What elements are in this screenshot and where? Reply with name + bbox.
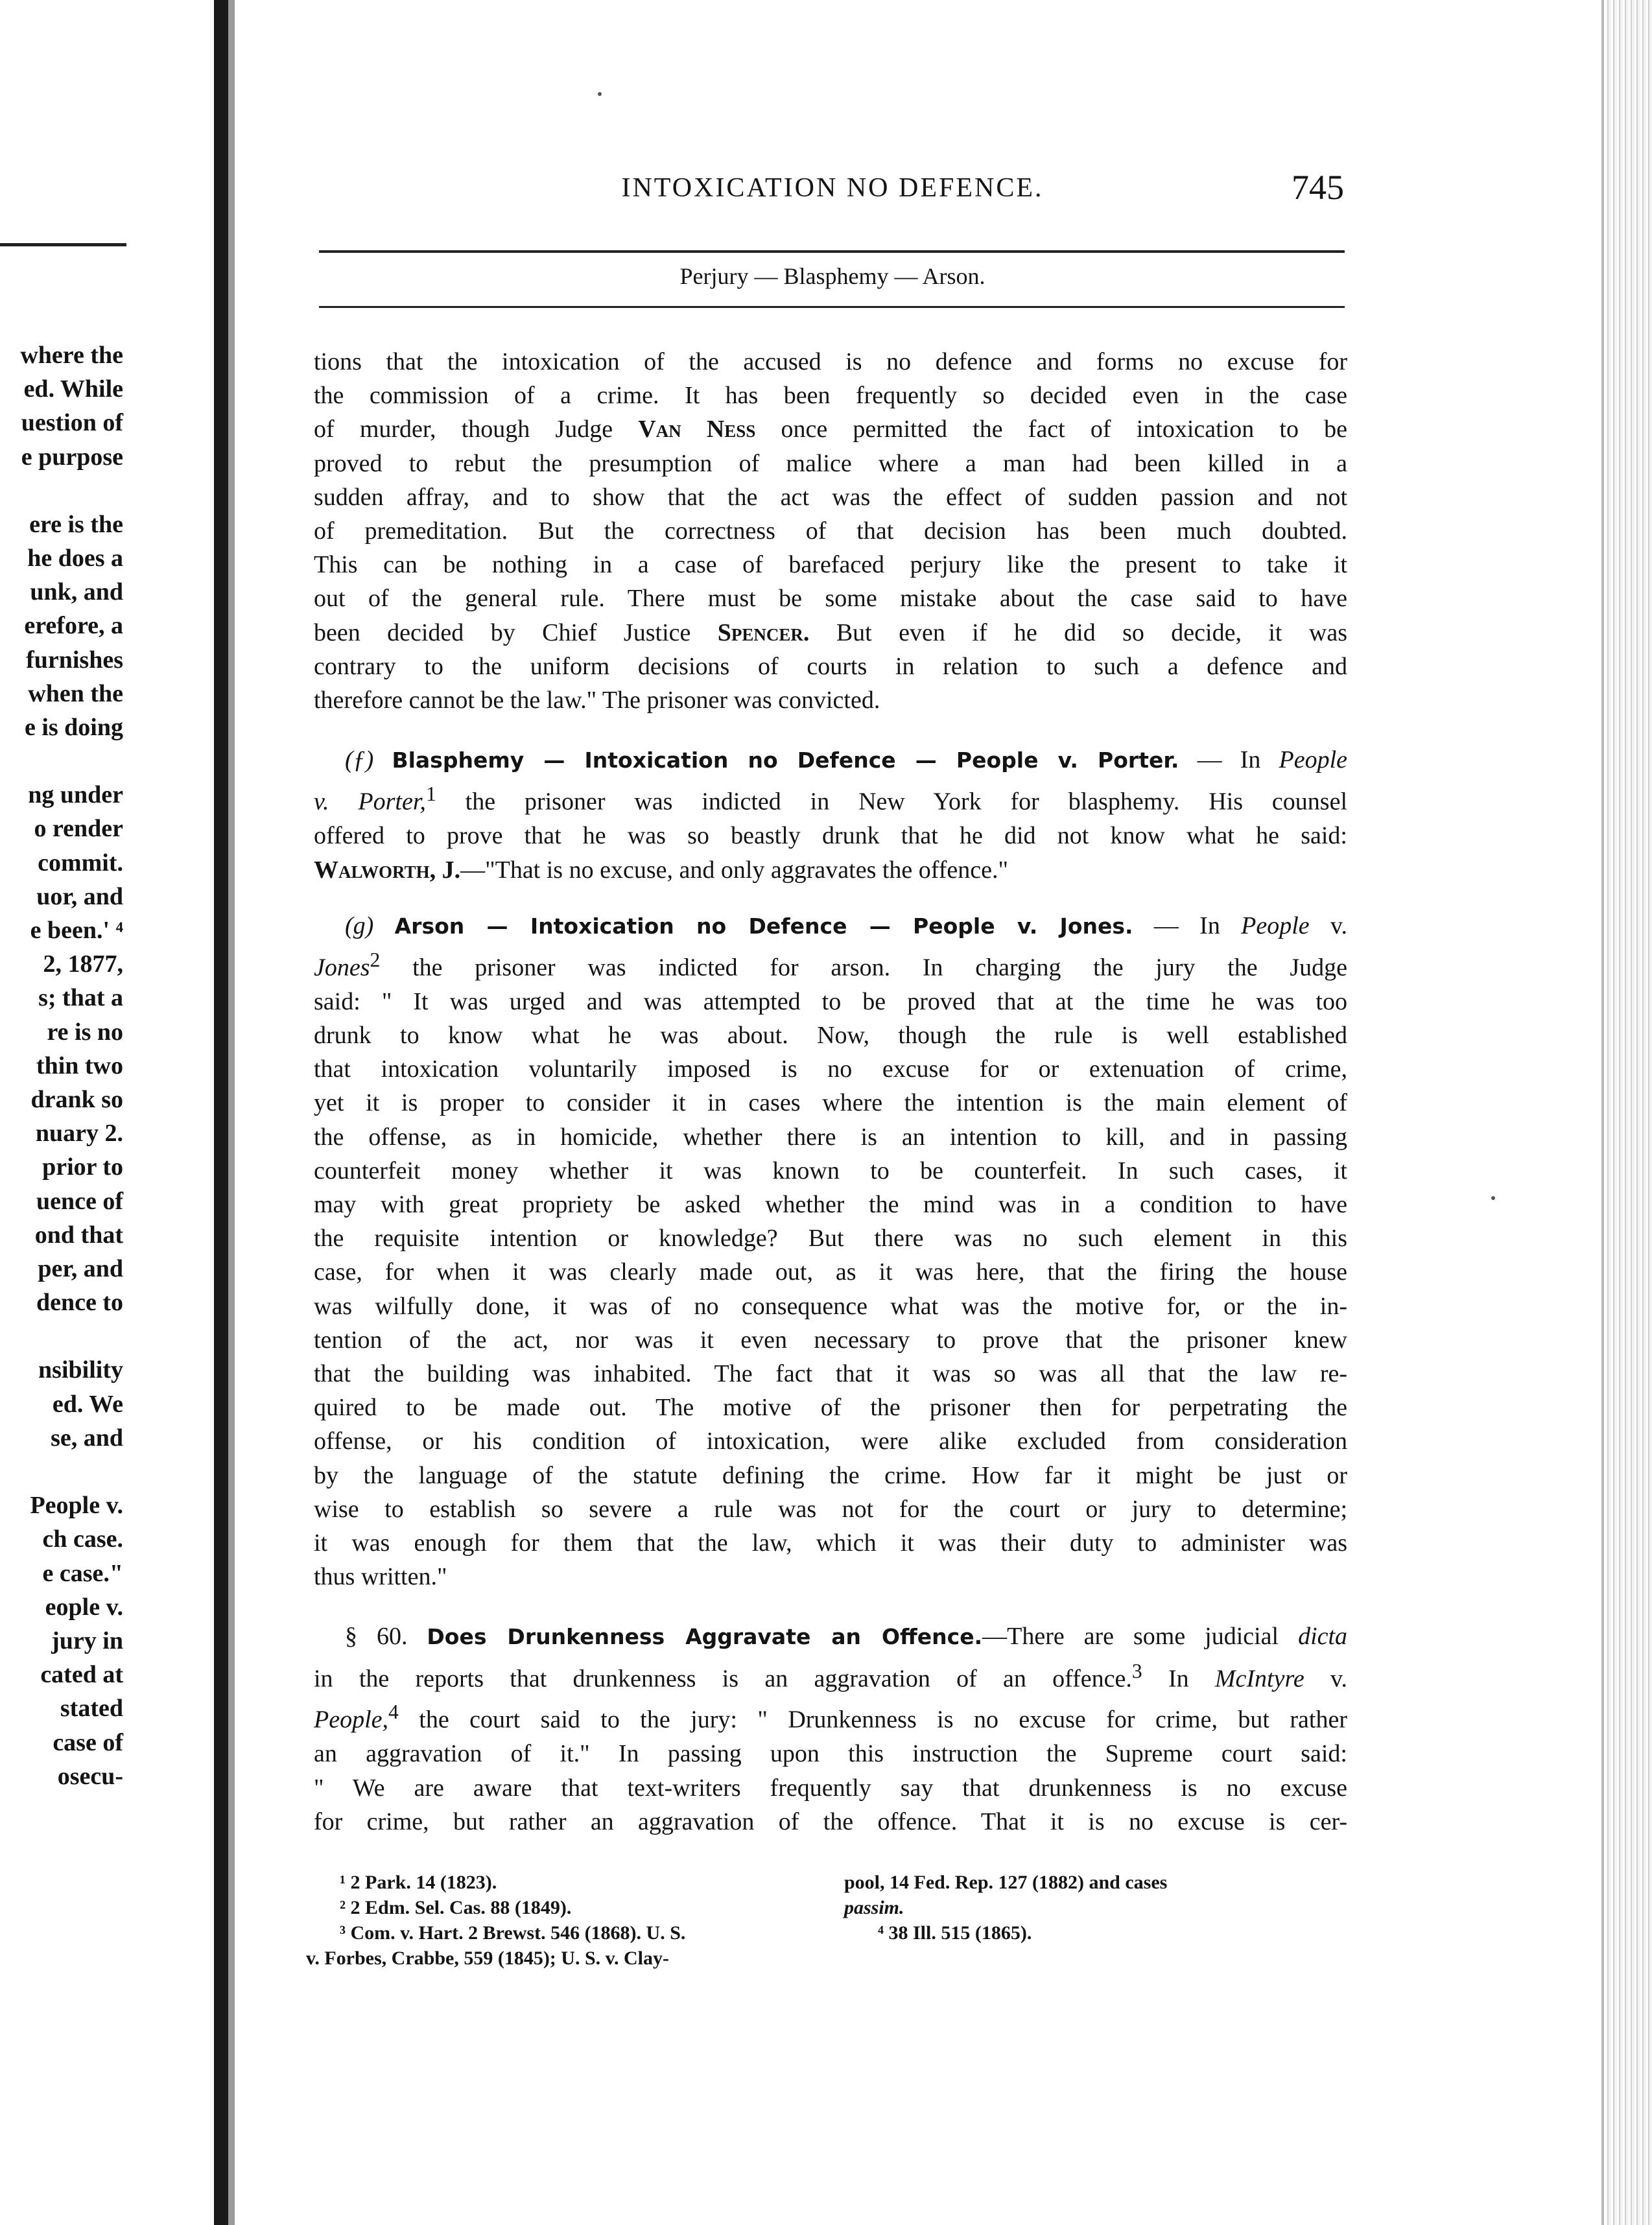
- text-line: yet it is proper to consider it in cases where the intention is the main element of: [314, 1089, 1347, 1117]
- left-fragment-line: drank so: [30, 1086, 123, 1114]
- text-line: proved to rebut the presumption of malice where a man had been killed in a: [314, 449, 1347, 477]
- text-line: that the building was inhabited. The fact that it was so was all that the law re-: [314, 1360, 1347, 1387]
- left-fragment-line: nuary 2.: [35, 1120, 123, 1148]
- left-fragment-line: furnishes: [26, 646, 123, 674]
- left-fragment-line: ch case.: [42, 1525, 123, 1553]
- text-line: offense, or his condition of intoxication, were alike excluded from consideration: [314, 1428, 1347, 1455]
- text-run: the prisoner was indicted in New York for blasphemy. His counsel: [465, 788, 1348, 816]
- text-line: [314, 616, 1347, 650]
- left-fragment-line: case of: [53, 1728, 123, 1756]
- case-name: McIntyre: [1214, 1665, 1304, 1693]
- page-edge-line: [1601, 0, 1604, 2225]
- text-run: once permitted the fact of intoxication to be: [781, 416, 1347, 443]
- text-line: quired to be made out. The motive of the prisoner then for perpetrating the: [314, 1394, 1347, 1422]
- header-rule: [319, 250, 1345, 253]
- footnote: ¹ 2 Park. 14 (1823).: [340, 1872, 497, 1893]
- judge-name: Spencer.: [717, 618, 810, 646]
- left-fragment-line: e purpose: [21, 443, 123, 471]
- text-line: [314, 909, 1347, 943]
- text-line: offered to prove that he was so beastly drunk that he did not know what he said:: [314, 822, 1347, 850]
- text-run: —There are some judicial: [982, 1623, 1279, 1651]
- footnotes-column-left: [306, 1870, 804, 1971]
- left-fragment-line: ed. We: [52, 1390, 123, 1418]
- left-fragment-line: stated: [60, 1695, 123, 1723]
- text-line: contrary to the uniform decisions of courts in relation to such a defence and: [314, 652, 1347, 680]
- text-line: for crime, but rather an aggravation of the offence. That it is no excuse is cer-: [314, 1807, 1347, 1835]
- text-line: case, for when it was clearly made out, as it was here, that the firing the house: [314, 1258, 1347, 1286]
- text-run: v.: [1330, 1665, 1348, 1693]
- left-fragment-line: 2, 1877,: [43, 950, 123, 978]
- case-name: People,: [314, 1706, 389, 1734]
- left-page-rule: [0, 243, 126, 246]
- text-line: tention of the act, nor was it even necessary to prove that the prisoner knew: [314, 1326, 1347, 1354]
- left-fragment-line: erefore, a: [24, 612, 123, 640]
- subhead-rule: [319, 306, 1345, 308]
- text-run: — In: [1153, 912, 1220, 939]
- left-page-fragment: [20, 338, 123, 1793]
- subsection-label: (g): [345, 912, 374, 939]
- case-name: People: [1279, 746, 1348, 774]
- text-line: by the language of the statute defining the crime. How far it might be just or: [314, 1461, 1347, 1489]
- case-name: v. Porter,: [314, 788, 426, 816]
- left-fragment-line: o render: [34, 815, 123, 843]
- judge-name: Walworth, J.: [314, 856, 461, 884]
- footnote-ref: 2: [370, 948, 381, 971]
- footnote: ² 2 Edm. Sel. Cas. 88 (1849).: [340, 1897, 572, 1918]
- text-line: the commission of a crime. It has been frequently so decided even in the case: [314, 382, 1347, 410]
- left-fragment-line: dence to: [36, 1289, 123, 1317]
- section-number: § 60.: [345, 1623, 408, 1651]
- left-fragment-line: osecu-: [57, 1762, 123, 1790]
- left-fragment-line: re is no: [47, 1018, 123, 1046]
- text-line: counterfeit money whether it was known to be counterfeit. In such cases, it: [314, 1157, 1347, 1184]
- section-60: [314, 1619, 1347, 1839]
- judge-name: Van Ness: [638, 416, 756, 443]
- left-fragment-line: jury in: [51, 1627, 123, 1654]
- running-head: [321, 167, 1344, 213]
- paragraph-perjury: [314, 345, 1347, 717]
- subsection-heading: Arson — Intoxication no Defence — People v. Jones.: [394, 913, 1133, 939]
- paragraph-arson: [314, 909, 1347, 1594]
- text-line: [314, 777, 1347, 819]
- page-edges: [1605, 0, 1652, 2225]
- print-speck: [1491, 1196, 1495, 1200]
- left-fragment-line: when the: [28, 679, 123, 707]
- footnote-ref: 1: [425, 783, 436, 806]
- left-fragment-line: ed. While: [23, 375, 123, 403]
- text-line: tions that the intoxication of the accused is no defence and forms no excuse for: [314, 348, 1347, 375]
- text-run: of murder, though Judge: [314, 416, 613, 443]
- body-text: [314, 345, 1347, 1839]
- text-line: wise to establish so severe a rule was not for the court or jury to determine;: [314, 1495, 1347, 1523]
- left-fragment-line: e case.": [42, 1559, 123, 1587]
- left-fragment-line: se, and: [51, 1424, 123, 1452]
- left-fragment-line: he does a: [27, 545, 123, 572]
- footnote: ⁴ 38 Ill. 515 (1865).: [878, 1922, 1032, 1944]
- page-number: 745: [1292, 168, 1344, 207]
- text-line: of premeditation. But the correctness of that decision has been much doubted.: [314, 517, 1347, 545]
- text-line: therefore cannot be the law." The prisoner was convicted.: [314, 687, 880, 714]
- text-run: In: [1168, 1665, 1189, 1693]
- text-line: sudden affray, and to show that the act was the effect of sudden passion and not: [314, 483, 1347, 511]
- text-line: it was enough for them that the law, which it was their duty to administer was: [314, 1529, 1347, 1557]
- left-fragment-line: People v.: [30, 1492, 123, 1520]
- left-fragment-line: ond that: [34, 1221, 123, 1249]
- running-head-title: INTOXICATION NO DEFENCE.: [621, 173, 1044, 203]
- left-fragment-line: eople v.: [45, 1593, 123, 1621]
- footnote-ref: 3: [1131, 1659, 1142, 1682]
- left-fragment-line: uence of: [36, 1187, 123, 1215]
- text-line: out of the general rule. There must be some mistake about the case said to have: [314, 585, 1347, 613]
- subsection-label: (ƒ): [345, 746, 374, 774]
- text-line: This can be nothing in a case of barefaced perjury like the present to take it: [314, 551, 1347, 579]
- text-line: " We are aware that text-writers frequently say that drunkenness is no excuse: [314, 1774, 1347, 1802]
- left-fragment-line: nsibility: [38, 1356, 123, 1384]
- case-name: Jones: [314, 954, 370, 982]
- footnote-ref: 4: [388, 1701, 399, 1724]
- footnote-continuation: v. Forbes, Crabbe, 559 (1845); U. S. v. Clay-: [306, 1948, 669, 1969]
- left-fragment-line: per, and: [38, 1255, 123, 1283]
- text-run: the prisoner was indicted for arson. In charging the jury the Judge: [412, 954, 1347, 982]
- text-run: —"That is no excuse, and only aggravates the offence.": [460, 856, 1009, 884]
- left-fragment-line: s; that a: [38, 984, 123, 1012]
- text-run: the court said to the jury: " Drunkenness is no excuse for crime, but rather: [419, 1706, 1347, 1734]
- footnote-continuation: passim.: [844, 1897, 904, 1918]
- text-line: [314, 1654, 1347, 1696]
- text-line: said: " It was urged and was attempted to be proved that at the time he was too: [314, 987, 1347, 1015]
- text-line: was wilfully done, it was of no consequence what was the motive for, or the in-: [314, 1292, 1347, 1320]
- text-run: v.: [1330, 912, 1348, 939]
- left-fragment-line: where the: [20, 342, 123, 369]
- text-line: [314, 412, 1347, 446]
- left-fragment-line: ere is the: [29, 510, 123, 538]
- left-fragment-line: prior to: [42, 1153, 123, 1181]
- text-run: in the reports that drunkenness is an aggravation of an offence.: [314, 1665, 1132, 1693]
- text-line: [314, 743, 1347, 777]
- footnotes-column-right: [844, 1870, 1347, 1946]
- gutter-shade: [228, 0, 235, 2225]
- text-run: been decided by Chief Justice: [314, 618, 691, 646]
- text-line: [314, 1695, 1347, 1737]
- text-line: an aggravation of it." In passing upon this instruction the Supreme court said:: [314, 1740, 1347, 1768]
- print-speck: [598, 92, 602, 96]
- text-line: drunk to know what he was about. Now, though the rule is well established: [314, 1021, 1347, 1049]
- left-fragment-line: uor, and: [36, 882, 123, 910]
- section-subhead: Perjury — Blasphemy — Arson.: [679, 263, 985, 289]
- text-line: thus written.": [314, 1563, 447, 1591]
- footnote: ³ Com. v. Hart. 2 Brewst. 546 (1868). U. S.: [340, 1922, 686, 1944]
- case-name: People: [1241, 912, 1310, 939]
- footnote-continuation: pool, 14 Fed. Rep. 127 (1882) and cases: [844, 1872, 1168, 1893]
- left-fragment-line: ng under: [28, 781, 123, 809]
- left-fragment-line: e is doing: [24, 714, 123, 742]
- left-fragment-line: thin two: [36, 1052, 123, 1079]
- text-line: may with great propriety be asked whether the mind was in a condition to have: [314, 1190, 1347, 1218]
- text-line: the offense, as in homicide, whether there is an intention to kill, and in passing: [314, 1123, 1347, 1151]
- paragraph-blasphemy: [314, 743, 1347, 886]
- left-fragment-line: e been.' ⁴: [30, 917, 123, 945]
- section-heading: Does Drunkenness Aggravate an Offence.: [427, 1624, 983, 1650]
- text-line: [314, 853, 1347, 887]
- left-fragment-line: unk, and: [30, 578, 123, 606]
- subsection-heading: Blasphemy — Intoxication no Defence — People v. Porter.: [392, 748, 1179, 773]
- left-fragment-line: commit.: [38, 849, 123, 877]
- text-run-italic: dicta: [1298, 1623, 1348, 1651]
- text-line: [314, 943, 1347, 985]
- text-line: [314, 1619, 1347, 1654]
- text-line: that intoxication voluntarily imposed is no excuse for or extenuation of crime,: [314, 1055, 1347, 1083]
- text-line: the requisite intention or knowledge? But there was no such element in this: [314, 1225, 1347, 1253]
- book-spine-shadow: [214, 0, 228, 2225]
- left-fragment-line: uestion of: [21, 409, 123, 437]
- text-run: — In: [1197, 746, 1261, 774]
- left-fragment-line: cated at: [40, 1661, 123, 1689]
- text-run: But even if he did so decide, it was: [836, 618, 1347, 646]
